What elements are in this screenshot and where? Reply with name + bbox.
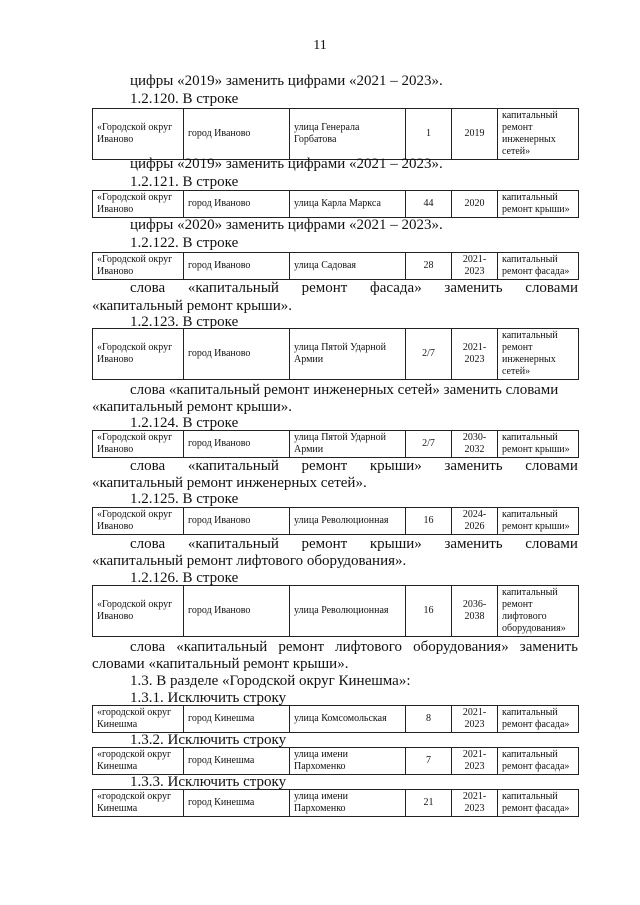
section-heading-1-3-3: 1.3.3. Исключить строку [130, 774, 287, 790]
cell-work-type: капитальный ремонт инженерных сетей» [498, 109, 579, 160]
paragraph-continuation: «капитальный ремонт инженерных сетей». [92, 475, 367, 491]
table-row-1-2-123 [92, 328, 579, 380]
cell-house-number: 16 [406, 586, 452, 637]
cell-city: город Иваново [184, 508, 290, 535]
cell-period: 2021-2023 [452, 748, 498, 775]
paragraph-replace-digits: цифры «2020» заменить цифрами «2021 – 2023». [130, 217, 443, 233]
word: лифтового [335, 639, 403, 655]
paragraph-replace-words [92, 535, 578, 553]
cell-municipality: «Городской округ Иваново [93, 253, 184, 280]
cell-work-type: капитальный ремонт фасада» [498, 706, 579, 733]
word: ремонт [278, 639, 325, 655]
cell-city: город Кинешма [184, 706, 290, 733]
word: фасада» [370, 280, 422, 296]
paragraph-continuation: «капитальный ремонт крыши». [92, 298, 292, 314]
paragraph-replace-digits: цифры «2019» заменить цифрами «2021 – 2023». [130, 73, 443, 89]
cell-city: город Иваново [184, 329, 290, 380]
word: оборудования» [413, 639, 509, 655]
table-row-1-2-122 [92, 252, 579, 280]
cell-work-type: капитальный ремонт инженерных сетей» [498, 329, 579, 380]
cell-period: 2021-2023 [452, 706, 498, 733]
word: слова [130, 458, 166, 474]
cell-municipality: «Городской округ Иваново [93, 191, 184, 218]
cell-period: 2019 [452, 109, 498, 160]
cell-municipality: «городской округ Кинешма [93, 790, 184, 817]
cell-street: улица Пятой Ударной Армии [290, 329, 406, 380]
table-row-1-3-3 [92, 789, 579, 817]
paragraph-replace-digits: цифры «2019» заменить цифрами «2021 – 2023». [130, 156, 443, 172]
section-heading-1-2-123: 1.2.123. В строке [130, 314, 239, 330]
cell-work-type: капитальный ремонт крыши» [498, 431, 579, 458]
paragraph-continuation: «капитальный ремонт лифтового оборудования». [92, 553, 407, 569]
word: слова [130, 280, 166, 296]
cell-house-number: 8 [406, 706, 452, 733]
word: «капитальный [187, 536, 279, 552]
cell-municipality: «Городской округ Иваново [93, 586, 184, 637]
cell-period: 2036-2038 [452, 586, 498, 637]
cell-street: улица Пятой Ударной Армии [290, 431, 406, 458]
section-heading-1-2-122: 1.2.122. В строке [130, 235, 239, 251]
section-heading-1-2-120: 1.2.120. В строке [130, 91, 239, 107]
cell-city: город Иваново [184, 431, 290, 458]
cell-street: улица имени Пархоменко [290, 790, 406, 817]
cell-work-type: капитальный ремонт фасада» [498, 748, 579, 775]
cell-city: город Иваново [184, 109, 290, 160]
table-row-1-2-126 [92, 585, 579, 637]
word: словами [525, 458, 578, 474]
word: слова [130, 536, 166, 552]
cell-street: улица Революционная [290, 586, 406, 637]
cell-period: 2021-2023 [452, 329, 498, 380]
cell-street: улица Карла Маркса [290, 191, 406, 218]
table-row-1-2-120 [92, 108, 579, 160]
cell-municipality: «Городской округ Иваново [93, 329, 184, 380]
cell-city: город Кинешма [184, 790, 290, 817]
cell-house-number: 44 [406, 191, 452, 218]
cell-municipality: «городской округ Кинешма [93, 706, 184, 733]
cell-work-type: капитальный ремонт фасада» [498, 253, 579, 280]
word: «капитальный [187, 458, 279, 474]
word: заменить [519, 639, 578, 655]
cell-street: улица Комсомольская [290, 706, 406, 733]
table-row-1-3-2 [92, 747, 579, 775]
cell-house-number: 21 [406, 790, 452, 817]
cell-street: улица Садовая [290, 253, 406, 280]
cell-street: улица Революционная [290, 508, 406, 535]
word: словами [525, 536, 578, 552]
cell-street: улица Генерала Горбатова [290, 109, 406, 160]
cell-work-type: капитальный ремонт крыши» [498, 508, 579, 535]
word: ремонт [301, 280, 348, 296]
paragraph-replace-words [92, 279, 578, 297]
section-heading-1-2-121: 1.2.121. В строке [130, 174, 239, 190]
word: словами [525, 280, 578, 296]
cell-city: город Кинешма [184, 748, 290, 775]
word: заменить [444, 280, 503, 296]
word: заменить [444, 536, 503, 552]
cell-period: 2030-2032 [452, 431, 498, 458]
cell-city: город Иваново [184, 191, 290, 218]
word: заменить [444, 458, 503, 474]
section-heading-1-2-126: 1.2.126. В строке [130, 570, 239, 586]
paragraph-replace-words: слова «капитальный ремонт инженерных сетей» заменить словами [130, 382, 559, 398]
paragraph-replace-words [92, 638, 578, 656]
word: «капитальный [176, 639, 268, 655]
cell-municipality: «городской округ Кинешма [93, 748, 184, 775]
page-number: 11 [313, 38, 327, 53]
cell-house-number: 1 [406, 109, 452, 160]
table-row-1-2-125 [92, 507, 579, 535]
section-heading-1-3-2: 1.3.2. Исключить строку [130, 732, 287, 748]
cell-period: 2021-2023 [452, 253, 498, 280]
cell-house-number: 16 [406, 508, 452, 535]
word: ремонт [301, 458, 348, 474]
word: ремонт [301, 536, 348, 552]
table-row-1-2-121 [92, 190, 579, 218]
table-row-1-2-124 [92, 430, 579, 458]
cell-house-number: 2/7 [406, 329, 452, 380]
cell-municipality: «Городской округ Иваново [93, 109, 184, 160]
cell-period: 2020 [452, 191, 498, 218]
cell-city: город Иваново [184, 586, 290, 637]
word: крыши» [369, 458, 422, 474]
cell-house-number: 7 [406, 748, 452, 775]
cell-house-number: 2/7 [406, 431, 452, 458]
cell-work-type: капитальный ремонт фасада» [498, 790, 579, 817]
cell-city: город Иваново [184, 253, 290, 280]
cell-municipality: «Городской округ Иваново [93, 508, 184, 535]
cell-house-number: 28 [406, 253, 452, 280]
cell-work-type: капитальный ремонт крыши» [498, 191, 579, 218]
paragraph-continuation: «капитальный ремонт крыши». [92, 399, 292, 415]
word: «капитальный [187, 280, 279, 296]
section-heading-1-2-124: 1.2.124. В строке [130, 415, 239, 431]
cell-period: 2021-2023 [452, 790, 498, 817]
cell-period: 2024-2026 [452, 508, 498, 535]
cell-work-type: капитальный ремонт лифтового оборудования» [498, 586, 579, 637]
table-row-1-3-1 [92, 705, 579, 733]
section-heading-1-3-1: 1.3.1. Исключить строку [130, 690, 287, 706]
section-heading-1-2-125: 1.2.125. В строке [130, 491, 239, 507]
paragraph-continuation: словами «капитальный ремонт крыши». [92, 656, 349, 672]
section-heading-1-3: 1.3. В разделе «Городской округ Кинешма»: [130, 673, 411, 689]
word: слова [130, 639, 166, 655]
paragraph-replace-words [92, 457, 578, 475]
cell-street: улица имени Пархоменко [290, 748, 406, 775]
cell-municipality: «Городской округ Иваново [93, 431, 184, 458]
word: крыши» [369, 536, 422, 552]
